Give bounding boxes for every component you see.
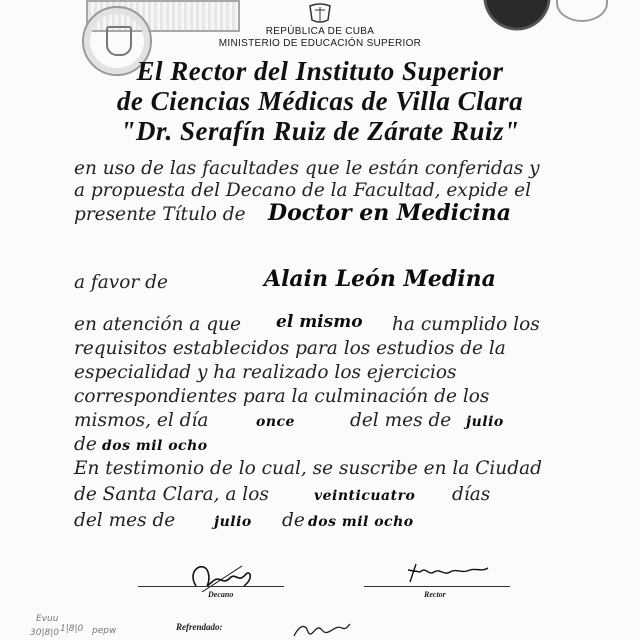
title-line-1: El Rector del Instituto Superior <box>136 56 504 86</box>
margin-note-3: 1|8|0 <box>60 624 84 634</box>
body-line-12a: de Santa Clara, a los <box>74 484 269 505</box>
hand-month: julio <box>466 414 504 430</box>
header-ministry: MINISTERIO DE EDUCACIÓN SUPERIOR <box>218 38 422 49</box>
header-country: REPÚBLICA DE CUBA <box>265 26 375 37</box>
dean-label: Decano <box>208 590 234 599</box>
body-line-10a: de <box>74 434 97 455</box>
seal-right <box>556 0 608 22</box>
rector-signature-line <box>364 586 510 587</box>
body-line-9b: del mes de <box>350 410 452 431</box>
body-line-12b: días <box>452 484 491 505</box>
body-line-8: correspondientes para la culminación de los <box>74 386 490 407</box>
hand-year: dos mil ocho <box>102 438 208 454</box>
body-line-5b: ha cumplido los <box>392 314 540 335</box>
hand-month-2: julio <box>214 514 252 530</box>
body-line-5: en atención a que <box>74 314 241 335</box>
refrendado-label: Refrendado: <box>176 622 223 632</box>
margin-note-2: 30|8|0 <box>30 628 59 638</box>
body-line-2: a propuesta del Decano de la Facultad, expide el <box>74 180 532 201</box>
margin-note-1: Evuu <box>36 614 59 624</box>
title-line-2: de Ciencias Médicas de Villa Clara <box>116 86 524 116</box>
rector-signature <box>404 560 494 588</box>
coat-of-arms-icon <box>306 2 334 24</box>
degree-handwritten: Doctor en Medicina <box>268 200 511 226</box>
margin-note-4: pepw <box>92 626 117 636</box>
body-line-7: especialidad y ha realizado los ejercicios <box>74 362 457 383</box>
body-line-6: requisitos establecidos para los estudios de la <box>74 338 506 359</box>
hand-day-2: veinticuatro <box>314 488 416 504</box>
hand-year-2: dos mil ocho <box>308 514 414 530</box>
favor-label: a favor de <box>74 272 168 293</box>
body-line-11: En testimonio de lo cual, se suscribe en la Ciudad <box>74 458 542 479</box>
hand-el-mismo: el mismo <box>276 312 363 332</box>
body-line-13b: de <box>282 510 305 531</box>
body-line-3: presente Título de <box>74 204 246 225</box>
body-line-9a: mismos, el día <box>74 410 209 431</box>
body-line-13a: del mes de <box>74 510 176 531</box>
title-line-3: "Dr. Serafín Ruiz de Zárate Ruiz" <box>120 116 520 146</box>
hand-day: once <box>256 414 295 430</box>
recipient-name: Alain León Medina <box>264 266 496 292</box>
refrendado-signature <box>290 618 354 640</box>
body-line-1: en uso de las facultades que le están conferidas y <box>74 158 540 179</box>
dean-signature-line <box>138 586 284 587</box>
rector-label: Rector <box>424 590 446 599</box>
